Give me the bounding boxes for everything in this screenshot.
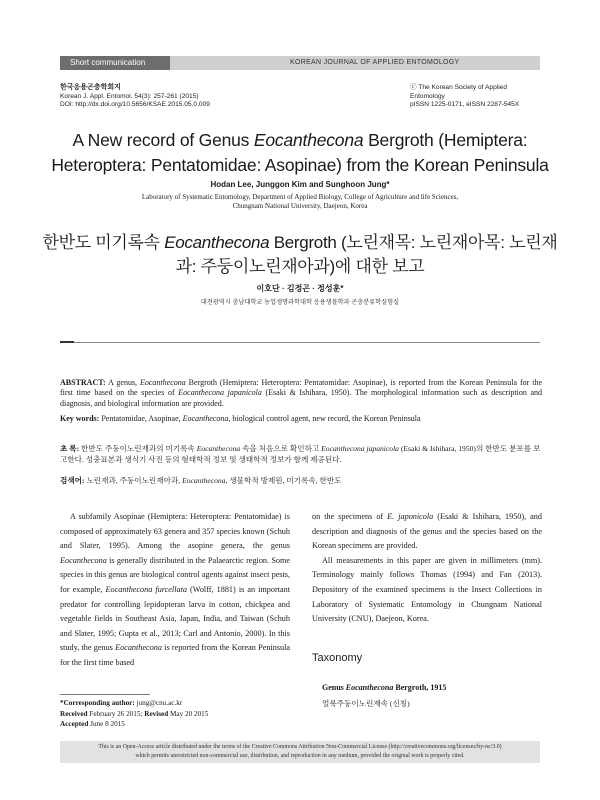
taxonomy-heading: Taxonomy (312, 652, 363, 664)
accepted-label: Accepted (60, 720, 89, 729)
abstract-species: Eocanthecona japanicola (178, 388, 262, 398)
corresponding-author (60, 698, 300, 709)
abstract-label: ABSTRACT: (60, 378, 106, 387)
article-title (40, 128, 560, 178)
body-text: (Esaki & Ishihara, 1950), and description and diagnosis of the genus and the species based on the Korean specimens are provided. (312, 512, 542, 551)
publisher-block (410, 84, 540, 110)
section-tag: Short communication (60, 56, 170, 70)
keywords-label: Key words: (60, 414, 100, 423)
keywords-kr-text: 노린재과, 주둥이노린재아과, (84, 476, 183, 485)
body-species: E. japonicola (387, 512, 434, 521)
revised-date: May 20 2015 (168, 709, 209, 718)
abstract-genus: Eocanthecona (139, 378, 186, 387)
genus-heading (322, 683, 446, 692)
footnote-divider (60, 694, 150, 695)
footnote (60, 698, 300, 730)
keywords-kr-text: , 생물학적 방제원, 미기록속, 한반도 (225, 476, 342, 485)
corr-email-link[interactable]: jung@cnu.ac.kr (134, 699, 183, 707)
genus-name-korean: 얼룩주둥이노린재속 (신칭) (322, 699, 410, 708)
body-paragraph (312, 510, 542, 554)
citation-block (60, 84, 210, 110)
body-column-right (312, 510, 542, 627)
accepted-date: June 8 2015 (88, 720, 125, 729)
author-list: Hodan Lee, Junggon Kim and Sunghoon Jung* (210, 180, 390, 189)
genus-heading-name: Eocanthecona (345, 683, 394, 692)
abstract-kr-species: Eocanthecona japanicola (321, 444, 399, 453)
keywords-kr-genus: Eocanthecona (182, 476, 226, 485)
title-kr-genus: Eocanthecona (164, 233, 270, 252)
running-header (60, 56, 540, 70)
abstract-text: Bergroth (Hemiptera: Heteroptera: Pentatomidae: Asopinae), is reported from the Korean Peninsula for the first time based on the species of (60, 378, 542, 398)
received-label: Received (60, 709, 88, 718)
journal-citation: Korean J. Appl. Entomol. 54(3): 257-261 (2015) (60, 92, 199, 100)
title-kr-text-rest: Bergroth (노린재목: 노린재아목: 노린재과: 주둥이노린재아과)에 대한 보고 (175, 233, 558, 276)
genus-heading-author: Bergroth, 1915 (393, 683, 447, 692)
revised-label: Revised (142, 709, 169, 718)
body-paragraph: All measurements in this paper are given in millimeters (mm). Terminology mainly follows Thomas (1994) and Fan (2013). Depository of the examined specimens is the Insect Collections in Laboratory of Systematic Entomology in Chungnam National University (CNU), Daejeon, Korea. (312, 555, 542, 624)
abstract (60, 378, 542, 409)
title-genus: Eocanthecona (253, 130, 364, 150)
abstract-korean (60, 443, 542, 465)
body-text: on the specimens of (312, 512, 388, 521)
author-affiliation (60, 193, 540, 211)
doi-link[interactable]: DOI: http://dx.doi.org/10.5656/KSAE.2015.05.0.009 (60, 101, 210, 109)
body-text: (Wolff, 1881) is an important predator for controlling lepidopteran larva in cotton, chickpea and vegetable fields in Southeast Asia, Japan, India, and Taiwan (Schuh and Slater, 1995; Gupta et al., 2013; Carl and Antonio, 2000). In this study, the genus (60, 584, 290, 653)
body-genus: Eocanthecona (60, 555, 107, 565)
license-line: This is an Open-Access article distributed under the terms of the Creative Commons Attribution Non-Commercial License (http://creativecommons.org/licenses/by-nc/3.0) (98, 744, 502, 750)
keywords-genus: Eocanthecona (182, 414, 229, 423)
abstract-text: A genus, (105, 378, 140, 387)
body-species: Eocanthecona furcellata (105, 584, 187, 594)
keywords-text: , biological control agent, new record, the Korean Peninsula (228, 414, 421, 423)
body-paragraph (60, 510, 290, 671)
body-genus: Eocanthecona (115, 643, 162, 653)
section-divider (74, 342, 540, 343)
body-text: is generally distributed in the Palaearctic region. Some species in this genus are biological control agents against insect pests, for example, (60, 555, 290, 594)
corr-label: *Corresponding author: (60, 699, 135, 707)
abstract-kr-text: 한반도 주둥이노린재과의 미기록속 (79, 444, 197, 453)
issn-numbers: pISSN 1225-0171, eISSN 2287-545X (410, 101, 520, 109)
affiliation-line: Chungnam National University, Daejeon, Korea (232, 202, 368, 210)
article-title-korean (40, 231, 560, 279)
abstract-kr-genus: Eocanthecona (196, 444, 241, 453)
title-text-rest: Bergroth (Hemiptera: Heteroptera: Pentatomidae: Asopinae) from the Korean Peninsula (51, 130, 549, 175)
copyright-notice: ⓒ The Korean Society of Applied Entomology (410, 84, 508, 100)
date-accepted (60, 719, 300, 730)
abstract-kr-text: 속을 처음으로 확인하고 (240, 444, 322, 453)
license-box (60, 741, 540, 763)
abstract-text: (Esaki & Ishihara, 1950). The morphological information such as description and diagnosis, and biological information are provided. (60, 388, 543, 408)
title-kr-text: 한반도 미기록속 (42, 233, 165, 252)
received-date: February 26 2015; (87, 709, 143, 718)
abstract-kr-text: (Esaki & Ishihara, 1950)의 한반도 분포를 보고한다. 성충표본과 생식기 사진 등의 형태학적 정보 및 생태학적 정보가 함께 제공된다. (60, 444, 541, 464)
genus-heading-text: Genus (322, 683, 346, 692)
keywords (60, 414, 542, 424)
title-text: A New record of Genus (72, 130, 254, 150)
affiliation-line: Laboratory of Systematic Entomology, Department of Applied Biology, College of Agriculture and life Sciences, (141, 193, 459, 201)
section-divider-accent (60, 341, 74, 343)
dates-received-revised (60, 709, 300, 720)
license-line: which permits unrestricted non-commercial use, distribution, and reproduction in any medium, provided the original work is properly cited. (135, 753, 465, 759)
keywords-kr-label: 검색어: (60, 476, 85, 485)
keywords-text: Pentatomidae, Asopinae, (99, 414, 183, 423)
author-list-korean: 이호단 · 김정곤 · 정성훈* (256, 284, 344, 293)
journal-name-band: KOREAN JOURNAL OF APPLIED ENTOMOLOGY (170, 56, 540, 70)
body-text: is reported from the Korean Peninsula for the first time based (60, 643, 290, 667)
author-affiliation-korean: 대전광역시 충남대학교 농업생명과학대학 응용생물학과 곤충분류학실험실 (200, 299, 400, 306)
keywords-korean (60, 476, 542, 486)
abstract-kr-label: 초 록: (60, 444, 80, 453)
journal-name-korean: 한국응용곤충학회지 (60, 84, 121, 91)
body-text: A subfamily Asopinae (Hemiptera: Heteroptera: Pentatomidae) is composed of approximately 63 genera and 357 species known (Schuh and Slater, 1995). Among the asopine genera, the genus (60, 512, 290, 551)
body-column-left (60, 510, 290, 671)
